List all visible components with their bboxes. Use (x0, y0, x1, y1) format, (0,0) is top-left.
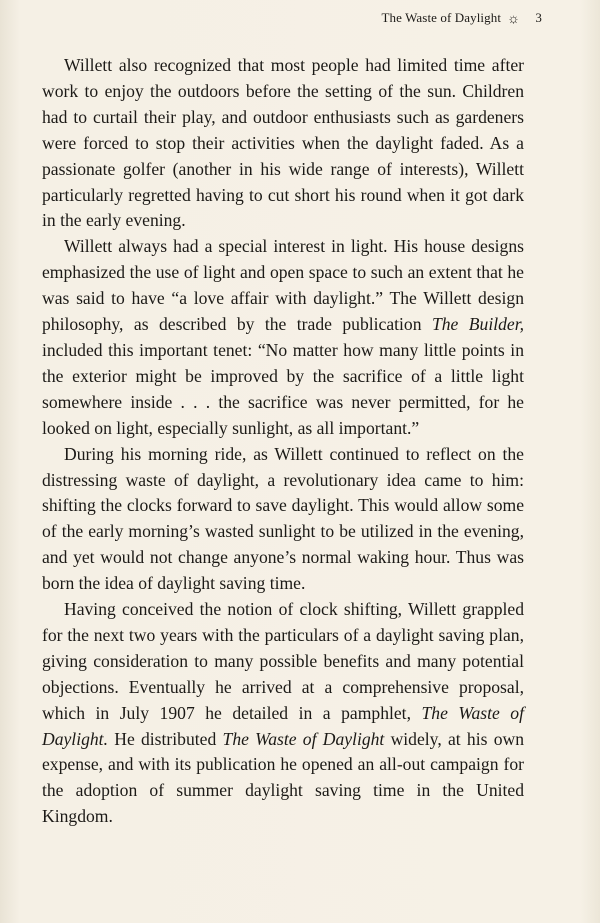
pamphlet-title: The Waste of Daylight. (42, 702, 524, 749)
gear-ornament-icon: ☼ (507, 12, 520, 27)
paragraph-2: Willett always had a special interest in light. His house designs emphasized the use of light and open space to such an extent that he was said to have “a love affair with daylight.” The Willett design philosophy, as described by the trade publication The Builder, included this important tenet: “No matter how many little points in the exterior might be improved by the sacrifice of a little light somewhere inside . . . the sacrifice was never permitted, for he looked on light, especially sunlight, as all important.” (42, 236, 524, 438)
publication-title: The Builder, (431, 314, 524, 335)
page-number: 3 (535, 10, 542, 25)
running-title: The Waste of Daylight (381, 10, 502, 25)
paragraph-1: Willett also recognized that most people had limited time after work to enjoy the outdoors before the setting of the sun. Children had to curtail their play, and outdoor enthusiasts such as gardeners were forced to stop their activities when the daylight faded. As a passionate golfer (another in his wide range of interests), Willett particularly regretted having to cut short his round when it got dark in the early evening. (42, 55, 524, 231)
paragraph-3: During his morning ride, as Willett continued to reflect on the distressing waste of daylight, a revolutionary idea came to him: shifting the clocks forward to save daylight. This would allow some of the early morning’s wasted sunlight to be utilized in the evening, and yet would not change anyone’s normal waking hour. Thus was born the idea of daylight saving time. (42, 443, 524, 594)
paragraph-4: Having conceived the notion of clock shifting, Willett grappled for the next two years with the particulars of a daylight saving plan, giving consideration to many possible benefits and many potential objections. Eventually he arrived at a comprehensive proposal, which in July 1907 he detailed in a pamphlet, The Waste of Daylight. He distributed The Waste of Daylight widely, at his own expense, and with its publication he opened an all-out campaign for the adoption of summer daylight saving time in the United Kingdom. (42, 599, 525, 827)
body-text (42, 53, 524, 830)
pamphlet-title-2: The Waste of Daylight (222, 728, 385, 749)
running-head (381, 10, 542, 27)
